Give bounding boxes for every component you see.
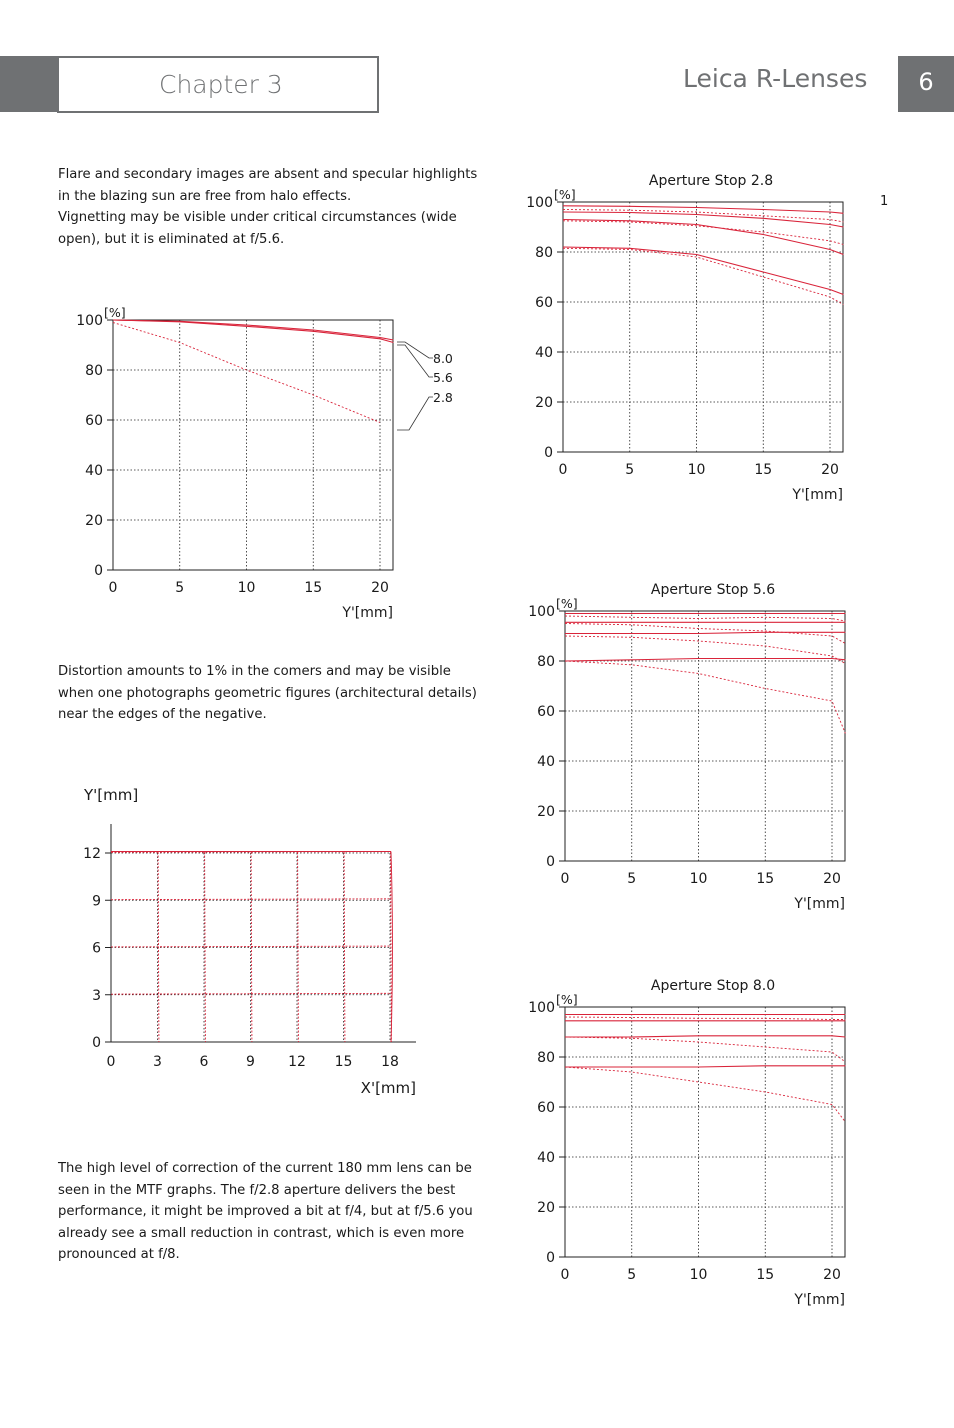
distorted-line-h [111,993,391,994]
x-tick-label: 5 [627,871,637,887]
x-axis-label: Y'[mm] [794,1292,845,1308]
x-tick-label: 20 [823,871,841,887]
y-axis-label: [%] [104,305,126,320]
x-tick-label: 0 [108,580,118,596]
series-line-4 [565,1036,845,1037]
text-line: The high level of correction of the current 180 mm lens can be [58,1161,472,1176]
distorted-line-v [251,852,252,1042]
chart-title: Aperture Stop 5.6 [650,582,776,598]
text-line: when one photographs geometric figures (architectural details) [58,685,477,701]
series-line-3 [563,212,843,227]
y-tick-label: 20 [537,1200,555,1216]
legend-label-8-0: 8.0 [433,351,453,366]
chart-distortion [83,786,416,1097]
x-tick-label: 10 [687,462,706,478]
x-axis-label: X'[mm] [360,1079,416,1097]
y-tick-label: 80 [537,654,555,670]
x-tick-label: 6 [199,1054,209,1070]
y-tick-label: 40 [537,754,555,770]
x-tick-label: 15 [756,871,775,887]
chart-title: Aperture Stop 8.0 [650,978,776,994]
distorted-line-v [391,852,392,1042]
x-tick-label: 10 [689,871,708,887]
distorted-line-v [205,852,206,1042]
x-tick-label: 15 [754,462,773,478]
text-line: pronounced at f/8. [58,1247,180,1263]
y-tick-label: 40 [537,1150,555,1166]
chapter-title: Chapter 3 [159,70,283,99]
chart-vignetting [76,305,453,621]
y-axis-label: [%] [556,596,578,611]
chart-mtf28 [526,173,843,503]
series-line-2 [565,1017,845,1020]
y-tick-label: 0 [546,854,555,870]
x-tick-label: 15 [334,1054,353,1070]
x-tick-label: 10 [689,1267,708,1283]
x-tick-label: 0 [106,1054,116,1070]
x-tick-label: 20 [823,1267,841,1283]
x-tick-label: 12 [288,1054,306,1070]
series-line-2 [565,616,845,621]
y-tick-label: 0 [92,1035,101,1051]
plot-frame [565,611,845,861]
series-line-2 [113,320,393,343]
series-line-7 [565,1067,845,1122]
chart-mtf56 [528,582,845,912]
y-tick-label: 40 [85,463,103,479]
y-tick-label: 0 [544,445,553,461]
x-axis-label: Y'[mm] [794,896,845,912]
y-tick-label: 60 [537,704,555,720]
distorted-line-v [344,852,345,1042]
y-tick-label: 60 [535,295,553,311]
y-tick-label: 6 [92,940,101,957]
x-tick-label: 3 [153,1054,162,1070]
x-tick-label: 5 [627,1267,637,1283]
series-line-6 [565,636,845,664]
book-title: Leica R-Lenses [683,64,868,93]
x-tick-label: 0 [560,871,570,887]
y-tick-label: 20 [537,804,555,820]
y-tick-label: 40 [535,345,553,361]
distorted-line-v [298,852,299,1042]
text-line: near the edges of the negative. [58,707,267,723]
y-tick-label: 9 [92,893,101,910]
y-tick-label: 20 [535,395,553,411]
y-tick-label: 100 [528,604,555,620]
x-tick-label: 20 [821,462,839,478]
y-tick-label: 12 [83,846,101,862]
text-line: Distortion amounts to 1% in the comers and may be visible [58,664,451,679]
distorted-line-v [158,852,159,1042]
y-tick-label: 3 [92,987,101,1004]
y-axis-label: [%] [556,992,578,1007]
legend-leader-line [397,342,433,358]
x-tick-label: 5 [175,580,185,596]
y-tick-label: 80 [535,245,553,261]
text-line: open), but it is eliminated at f/5.6. [58,231,285,247]
y-tick-label: 0 [94,563,103,579]
chart-title: Aperture Stop 2.8 [648,173,774,189]
x-tick-label: 15 [756,1267,775,1283]
x-tick-label: 10 [237,580,256,596]
x-tick-label: 18 [381,1054,399,1070]
margin-note: 1 [880,194,889,209]
x-tick-label: 15 [304,580,323,596]
plot-frame [563,202,843,452]
y-tick-label: 100 [528,1000,555,1016]
text-line: Flare and secondary images are absent and specular highlights [58,167,478,182]
text-line: in the blazing sun are free from halo effects. [58,188,352,204]
y-tick-label: 60 [537,1100,555,1116]
x-tick-label: 20 [371,580,389,596]
x-tick-label: 0 [558,462,568,478]
series-line-6 [565,1066,845,1067]
distorted-line-h [111,946,391,947]
x-axis-label: Y'[mm] [792,487,843,503]
chart-mtf80 [528,978,845,1308]
y-tick-label: 20 [85,513,103,529]
series-line-4 [563,221,843,245]
legend-leader-line [397,397,433,430]
series-line-5 [563,220,843,255]
y-tick-label: 60 [85,413,103,429]
y-tick-label: 80 [85,363,103,379]
series-line-8 [565,661,845,734]
plot-frame [113,320,393,570]
text-line: Vignetting may be visible under critical circumstances (wide [58,210,457,226]
x-tick-label: 0 [560,1267,570,1283]
series-line-5 [565,632,845,633]
x-axis-label: Y'[mm] [342,605,393,621]
x-tick-label: 9 [246,1054,255,1070]
y-axis-label: Y'[mm] [84,786,139,804]
page-number: 6 [918,68,934,96]
text-line: already see a small reduction in contrast, which is even more [58,1225,465,1241]
text-line: seen in the MTF graphs. The f/2.8 aperture delivers the best [58,1182,456,1198]
legend-leader-line [397,345,433,377]
text-line: performance, it might be improved a bit at f/4, but at f/5.6 you [58,1204,473,1220]
legend-label-5-6: 5.6 [433,370,453,385]
series-line-5 [565,1037,845,1062]
series-line-6 [563,247,843,295]
x-tick-label: 5 [625,462,635,478]
y-tick-label: 100 [76,313,103,329]
y-tick-label: 0 [546,1250,555,1266]
legend-label-2-8: 2.8 [433,390,453,405]
series-line-1 [113,320,393,340]
plot-frame [565,1007,845,1257]
y-tick-label: 100 [526,195,553,211]
y-tick-label: 80 [537,1050,555,1066]
y-axis-label: [%] [554,187,576,202]
